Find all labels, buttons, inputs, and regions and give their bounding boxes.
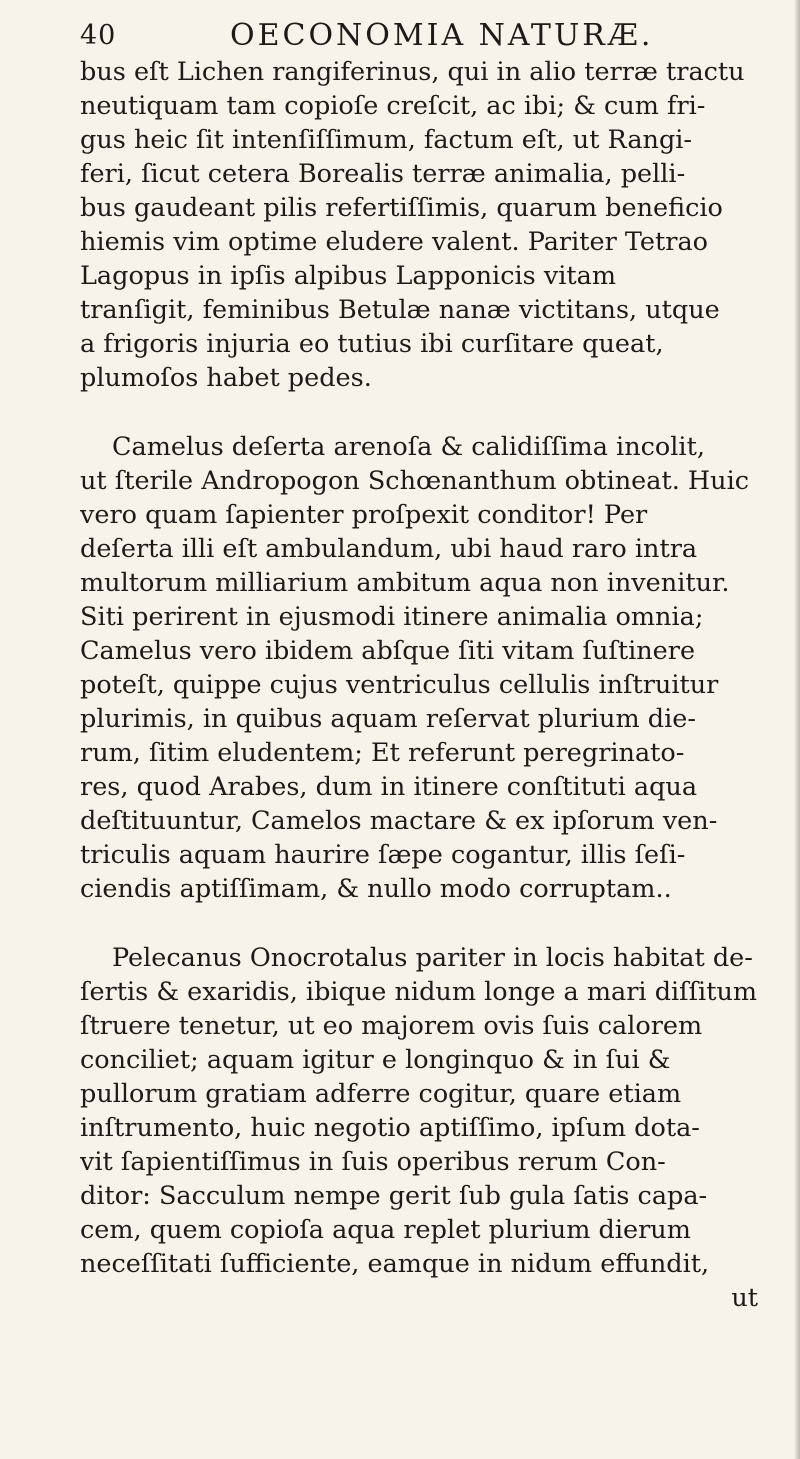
text-line: rum, ſitim eludentem; Et referunt peregrinato- bbox=[80, 738, 685, 768]
text-line: neceſſitati ſufficiente, eamque in nidum effundit, bbox=[80, 1249, 710, 1279]
text-line: Camelus deſerta arenoſa & calidiſſima incolit, bbox=[112, 432, 705, 462]
text-line: poteſt, quippe cujus ventriculus cellulis inſtruitur bbox=[80, 670, 719, 700]
text-line: pullorum gratiam adferre cogitur, quare etiam bbox=[80, 1079, 682, 1109]
text-line: res, quod Arabes, dum in itinere conſtituti aqua bbox=[80, 772, 698, 802]
text-line: triculis aquam haurire ſæpe cogantur, illis ſeſi- bbox=[80, 840, 686, 870]
text-line: Siti perirent in ejusmodi itinere animalia omnia; bbox=[80, 602, 704, 632]
text-line: vero quam ſapienter proſpexit conditor! Per bbox=[80, 500, 648, 530]
text-line: ut ſterile Andropogon Schœnanthum obtineat. Huic bbox=[80, 466, 750, 496]
text-line: plurimis, in quibus aquam reſervat plurium die- bbox=[80, 704, 696, 734]
running-title: OECONOMIA NATURÆ. bbox=[230, 18, 654, 53]
body-text bbox=[80, 55, 760, 1315]
running-head bbox=[80, 18, 730, 58]
text-line: Lagopus in ipſis alpibus Lapponicis vitam bbox=[80, 261, 617, 291]
text-line: Pelecanus Onocrotalus pariter in locis habitat de- bbox=[112, 943, 753, 973]
text-line: vit ſapientiſſimus in ſuis operibus rerum Con- bbox=[80, 1147, 666, 1177]
paragraph-camelus bbox=[80, 430, 760, 906]
text-line: Camelus vero ibidem abſque ſiti vitam ſuſtinere bbox=[80, 636, 696, 666]
paragraph-pelecanus bbox=[80, 941, 760, 1315]
text-line: bus eſt Lichen rangiferinus, qui in alio terræ tractu bbox=[80, 57, 745, 87]
text-line: feri, ſicut cetera Borealis terræ animalia, pelli- bbox=[80, 159, 686, 189]
text-line: gus heic ſit intenſiſſimum, factum eſt, ut Rangi- bbox=[80, 125, 693, 155]
page-edge-shadow bbox=[794, 0, 800, 1459]
text-line: a frigoris injuria eo tutius ibi curſitare queat, bbox=[80, 329, 664, 359]
text-line: inſtrumento, huic negotio aptiſſimo, ipſum dota- bbox=[80, 1113, 700, 1143]
text-line: bus gaudeant pilis refertiſſimis, quarum beneficio bbox=[80, 193, 723, 223]
text-line: multorum milliarium ambitum aqua non invenitur. bbox=[80, 568, 730, 598]
text-line: ſertis & exaridis, ibique nidum longe a mari diſſitum bbox=[80, 977, 758, 1007]
text-line: deſerta illi eſt ambulandum, ubi haud raro intra bbox=[80, 534, 698, 564]
text-line: cem, quem copioſa aqua replet plurium dierum bbox=[80, 1215, 691, 1245]
page-number: 40 bbox=[80, 20, 117, 51]
text-line: ciendis aptiſſimam, & nullo modo corruptam.. bbox=[80, 874, 672, 904]
text-line: conciliet; aquam igitur e longinquo & in ſui & bbox=[80, 1045, 671, 1075]
text-line: ſtruere tenetur, ut eo majorem ovis ſuis calorem bbox=[80, 1011, 703, 1041]
text-line: tranſigit, feminibus Betulæ nanæ victitans, utque bbox=[80, 295, 720, 325]
text-line: plumoſos habet pedes. bbox=[80, 363, 372, 393]
text-line: deſtituuntur, Camelos mactare & ex ipſorum ven- bbox=[80, 806, 718, 836]
text-line: ditor: Sacculum nempe gerit ſub gula ſatis capa- bbox=[80, 1181, 708, 1211]
paragraph-lichen-reindeer bbox=[80, 55, 760, 395]
catchword: ut bbox=[731, 1283, 758, 1313]
text-line: hiemis vim optime eludere valent. Pariter Tetrao bbox=[80, 227, 709, 257]
text-line: neutiquam tam copioſe creſcit, ac ibi; & cum fri- bbox=[80, 91, 706, 121]
